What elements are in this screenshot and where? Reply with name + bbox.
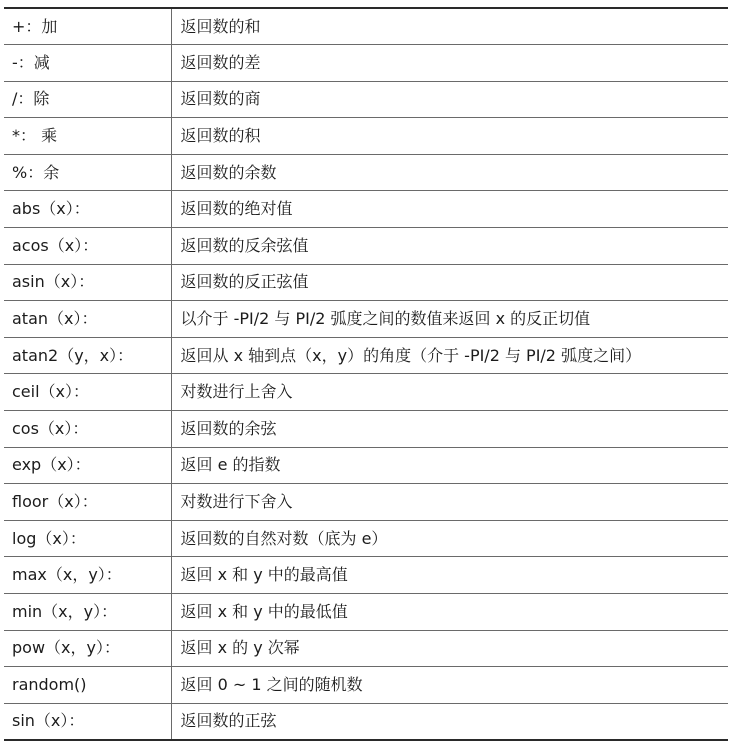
description-cell: 以介于 -PI/2 与 PI/2 弧度之间的数值来返回 x 的反正切值 [171,301,728,338]
table-row [4,411,728,448]
table-row [4,703,728,740]
table-row [4,81,728,118]
table-row [4,118,728,155]
function-cell: min（x，y）： [4,594,171,631]
table-row [4,301,728,338]
description-cell: 返回数的自然对数（底为 e） [171,520,728,557]
table-row [4,154,728,191]
description-cell: 返回数的积 [171,118,728,155]
table-row [4,264,728,301]
description-cell: 返回数的差 [171,45,728,82]
description-cell: 返回数的和 [180,16,261,36]
description-cell: 返回数的商 [171,81,728,118]
function-cell: ceil（x）： [4,374,171,411]
function-cell: atan2（y，x）： [4,337,171,374]
table-row [4,630,728,667]
description-cell: 对数进行上舍入 [171,374,728,411]
table-row [4,557,728,594]
function-cell: pow（x，y）： [4,630,171,667]
math-functions-table [4,7,728,741]
description-cell: 返回数的余弦 [171,411,728,448]
table-row [4,667,728,704]
function-cell: acos（x）： [4,228,171,265]
description-cell: 返回 e 的指数 [171,447,728,484]
function-cell: exp（x）： [4,447,171,484]
function-cell: max（x，y）： [4,557,171,594]
table-row [4,45,728,82]
function-cell: *： 乘 [4,118,171,155]
table-row [4,191,728,228]
description-cell: 返回 0 ~ 1 之间的随机数 [171,667,728,704]
table-row [4,447,728,484]
table-row [4,484,728,521]
description-cell: 返回 x 和 y 中的最低值 [171,594,728,631]
table-row [4,337,728,374]
function-cell: %：余 [4,154,171,191]
function-cell: random() [4,667,171,704]
description-cell: 返回数的反余弦值 [171,228,728,265]
function-cell: +：加 [4,8,171,45]
function-cell: /：除 [4,81,171,118]
description-cell: 返回数的绝对值 [171,191,728,228]
table-row [4,228,728,265]
description-cell: 返回数的反正弦值 [171,264,728,301]
table-row [4,520,728,557]
function-cell: -：减 [4,45,171,82]
function-cell: abs（x）： [4,191,171,228]
function-cell: cos（x）： [4,411,171,448]
function-cell: log（x）： [4,520,171,557]
function-cell: floor（x）： [4,484,171,521]
description-cell: 对数进行下舍入 [171,484,728,521]
table-body [4,8,728,740]
description-cell: 返回数的余数 [171,154,728,191]
function-cell: asin（x）： [4,264,171,301]
description-cell: 返回 x 和 y 中的最高值 [171,557,728,594]
description-cell: 返回数的正弦 [171,703,728,740]
table-row [4,594,728,631]
function-cell: atan（x）： [4,301,171,338]
description-cell: 返回从 x 轴到点（x，y）的角度（介于 -PI/2 与 PI/2 弧度之间） [171,337,728,374]
math-functions-table-container [4,7,728,741]
function-cell: sin（x）： [4,703,171,740]
table-row [4,8,728,45]
description-cell: 返回 x 的 y 次幂 [171,630,728,667]
table-row [4,374,728,411]
